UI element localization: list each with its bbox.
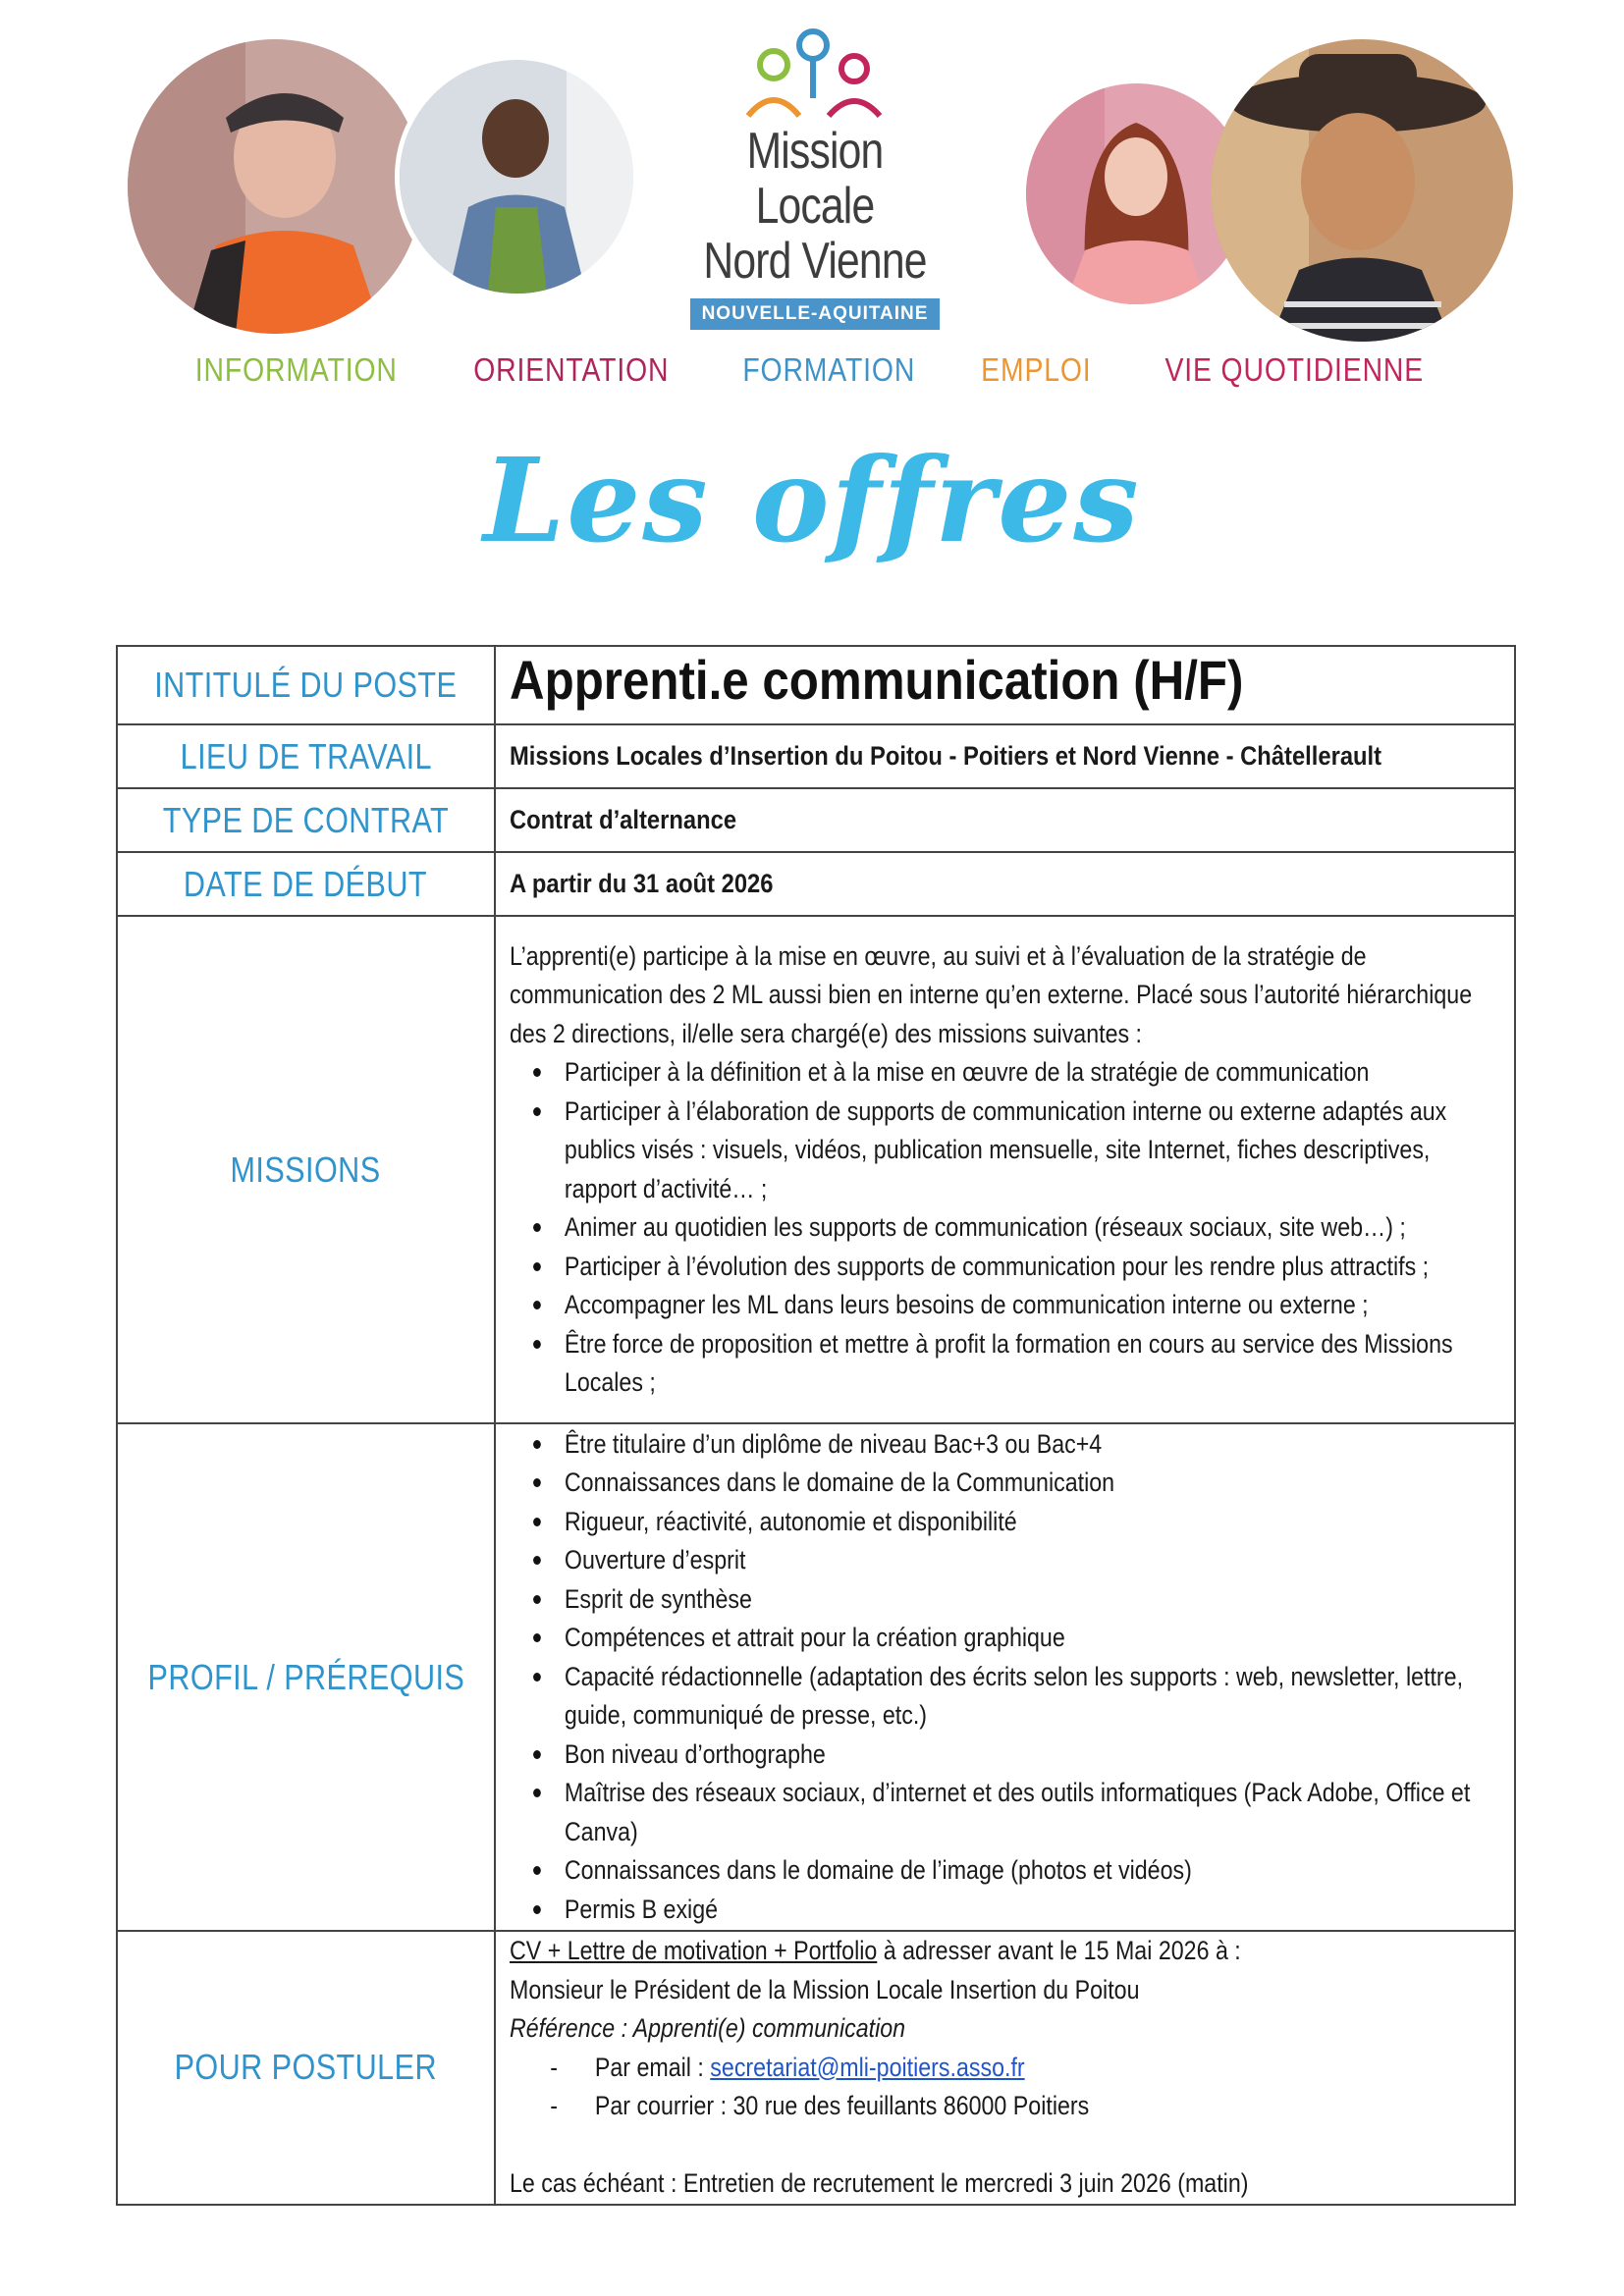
list-item: Ouverture d’esprit <box>552 1541 1498 1580</box>
job-title: Apprenti.e communication (H/F) <box>509 648 1244 711</box>
row-profil <box>117 1423 1515 1931</box>
row-label: INTITULÉ DU POSTE <box>154 665 458 705</box>
missions-intro: L’apprenti(e) participe à la mise en œuvre, au suivi et à l’évaluation de la stratégie de communication des 2 ML aussi bien en interne qu’en externe. Placé sous l’autorité hiérarchique des 2 directions, il/elle sera chargé(e) des missions suivantes : <box>509 940 1472 1048</box>
label-cell <box>117 646 495 724</box>
list-item: Être force de proposition et mettre à profit la formation en cours au service des Missions Locales ; <box>552 1325 1498 1403</box>
theme-formation: FORMATION <box>741 351 915 388</box>
value-cell <box>495 646 1515 724</box>
reference: Référence : Apprenti(e) communication <box>509 2013 905 2043</box>
row-lieu <box>117 724 1515 788</box>
list-item: Compétences et attrait pour la création graphique <box>552 1619 1498 1658</box>
profil-list <box>510 1425 1498 1930</box>
spacer <box>510 2126 1498 2165</box>
value-cell <box>495 852 1515 916</box>
photo-young-man-hat-glasses <box>1211 39 1513 342</box>
list-item: Connaissances dans le domaine de l’image (photos et vidéos) <box>552 1851 1498 1891</box>
row-label: TYPE DE CONTRAT <box>162 799 450 840</box>
theme-emploi: EMPLOI <box>981 351 1092 388</box>
label-cell <box>117 916 495 1423</box>
row-contrat <box>117 788 1515 852</box>
email-prefix: Par email : <box>594 2052 711 2082</box>
page-title: Les offres <box>483 432 1141 568</box>
job-offer-table <box>116 645 1516 2206</box>
start-date: A partir du 31 août 2026 <box>509 868 774 898</box>
list-item: Rigueur, réactivité, autonomie et disponibilité <box>552 1503 1498 1542</box>
label-cell <box>117 852 495 916</box>
missions-list <box>510 1053 1498 1403</box>
row-label: MISSIONS <box>230 1148 381 1190</box>
contact-methods <box>510 2049 1498 2126</box>
list-item: Être titulaire d’un diplôme de niveau Bac+3 ou Bac+4 <box>552 1425 1498 1465</box>
mission-locale-logo <box>668 26 962 324</box>
list-item: Connaissances dans le domaine de la Communication <box>552 1464 1498 1503</box>
page-header <box>0 0 1624 412</box>
label-cell <box>117 724 495 788</box>
themes-line <box>0 351 1624 389</box>
label-cell <box>117 1423 495 1931</box>
row-debut <box>117 852 1515 916</box>
photo-young-man-denim-jacket <box>395 55 638 298</box>
logo-line-1: Mission Locale <box>746 123 884 235</box>
row-postuler <box>117 1931 1515 2205</box>
row-poste <box>117 646 1515 724</box>
required-documents: CV + Lettre de motivation + Portfolio <box>509 1936 878 1965</box>
application-deadline: à adresser avant le 15 Mai 2026 à : <box>877 1936 1241 1965</box>
row-missions <box>117 916 1515 1423</box>
theme-information: INFORMATION <box>194 351 398 388</box>
interview-info: Le cas échéant : Entretien de recrutement le mercredi 3 juin 2026 (matin) <box>509 2168 1249 2198</box>
contract-type: Contrat d’alternance <box>509 804 736 834</box>
logo-line-2: Nord Vienne <box>703 233 927 290</box>
row-label: POUR POSTULER <box>174 2047 438 2088</box>
theme-orientation: ORIENTATION <box>473 351 670 388</box>
row-label: LIEU DE TRAVAIL <box>180 735 432 776</box>
work-location: Missions Locales d’Insertion du Poitou - Poitiers et Nord Vienne - Châtellerault <box>509 740 1381 771</box>
list-item: Participer à l’élaboration de supports de communication interne ou externe adaptés aux publics visés : visuels, vidéos, publication mensuelle, site Internet, fiches descriptives, rapport d’activité… ; <box>552 1093 1498 1209</box>
contact-email <box>550 2049 1497 2088</box>
list-item: Esprit de synthèse <box>552 1580 1498 1620</box>
list-item: Maîtrise des réseaux sociaux, d’internet et des outils informatiques (Pack Adobe, Office et Canva) <box>552 1774 1498 1851</box>
row-label: PROFIL / PRÉREQUIS <box>147 1656 464 1697</box>
application-docs-line <box>510 1932 1498 1971</box>
list-item: Animer au quotidien les supports de communication (réseaux sociaux, site web…) ; <box>552 1208 1498 1248</box>
label-cell <box>117 1931 495 2205</box>
postuler-content <box>510 1932 1498 2204</box>
label-cell <box>117 788 495 852</box>
contact-courrier: - Par courrier : 30 rue des feuillants 86000 Poitiers <box>550 2087 1497 2126</box>
list-item: Participer à la définition et à la mise en œuvre de la stratégie de communication <box>552 1053 1498 1093</box>
logo-figures-icon <box>727 26 903 124</box>
value-cell <box>495 1423 1515 1931</box>
theme-vie-quotidienne: VIE QUOTIDIENNE <box>1164 351 1425 388</box>
logo-region-badge: NOUVELLE-AQUITAINE <box>690 298 941 330</box>
photo-young-man-orange-hoodie <box>128 39 422 334</box>
row-label: DATE DE DÉBUT <box>184 863 428 904</box>
value-cell <box>495 724 1515 788</box>
list-item: Participer à l’évolution des supports de communication pour les rendre plus attractifs ; <box>552 1248 1498 1287</box>
profil-content <box>510 1425 1498 1930</box>
list-item: Bon niveau d’orthographe <box>552 1735 1498 1775</box>
recipient: Monsieur le Président de la Mission Locale Insertion du Poitou <box>509 1974 1140 2004</box>
list-item: Permis B exigé <box>552 1891 1498 1930</box>
value-cell <box>495 916 1515 1423</box>
missions-content <box>510 937 1498 1403</box>
list-item: Capacité rédactionnelle (adaptation des écrits selon les supports : web, newsletter, lettre, guide, communiqué de presse, etc.) <box>552 1658 1498 1735</box>
value-cell <box>495 788 1515 852</box>
list-item: Accompagner les ML dans leurs besoins de communication interne ou externe ; <box>552 1286 1498 1325</box>
email-link[interactable]: secretariat@mli-poitiers.asso.fr <box>710 2052 1025 2082</box>
value-cell <box>495 1931 1515 2205</box>
